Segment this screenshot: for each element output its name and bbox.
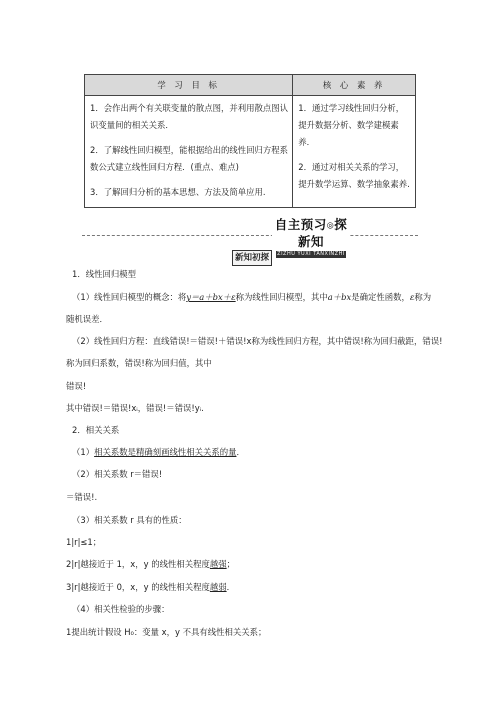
heading-correlation: 2．相关关系: [72, 425, 120, 435]
literacy-item: 1．通过学习线性回归分析，提升数据分析、数学建模素养．: [298, 103, 405, 147]
paragraph-line: ＝错误!.: [66, 492, 98, 502]
paragraph-line: 错误!: [66, 381, 87, 391]
dashed-divider: [82, 235, 418, 236]
paragraph-line: 1提出统计假设 H₀：变量 x，y 不具有线性相关关系；: [66, 627, 267, 637]
literacy-cell: [293, 96, 416, 208]
heading-linear-model: 1．线性回归模型: [72, 269, 136, 279]
banner-title-box: [272, 217, 350, 257]
paragraph-line: （1）相关系数是精确刻画线性相关关系的量．: [72, 447, 245, 457]
header-learning-goals: 学 习 目 标: [85, 75, 293, 96]
literacy-item: 2．通过对相关关系的学习，提升数学运算、数学抽象素养.: [298, 162, 410, 189]
banner-subtitle: ZIZHU YUXI TANXINZHI: [277, 250, 345, 257]
paragraph-line: 1|r|≤1；: [66, 537, 102, 547]
header-core-literacy: 核 心 素 养: [293, 75, 416, 96]
section-tag: 新知初探: [232, 250, 272, 266]
paragraph-line: （3）相关系数 r 具有的性质：: [72, 515, 187, 525]
goals-cell: [85, 96, 293, 208]
goal-item: 1．会作出两个有关联变量的散点图，并利用散点图认识变量间的相关关系．: [90, 103, 288, 130]
goal-item: 2．了解线性回归模型，能根据给出的线性回归方程系数公式建立线性回归方程．(重点、难点): [90, 145, 288, 172]
paragraph-line: 随机误差．: [66, 314, 108, 324]
paragraph-line: （2）线性回归方程：直线错误!＝错误!＋错误!x称为线性回归方程，其中错误!称为回归截距，错误!: [72, 336, 443, 346]
paragraph-line: 其中错误!＝错误!xᵢ，错误!＝错误!yᵢ.: [66, 403, 204, 413]
paragraph-line: 3|r|越接近于 0，x，y 的线性相关程度越弱．: [66, 582, 235, 592]
paragraph-line: 2|r|越接近于 1，x，y 的线性相关程度越强；: [66, 559, 235, 569]
paragraph-line: （2）相关系数 r＝错误!: [72, 469, 163, 479]
paragraph-line: （1）线性回归模型的概念：将y＝a＋bx＋ε称为线性回归模型，其中a＋bx是确定性函数，ε称为: [72, 292, 432, 302]
goal-item: 3．了解回归分析的基本思想、方法及简单应用.: [90, 187, 266, 197]
paragraph-line: 称为回归系数，错误!称为回归值，其中: [66, 358, 212, 368]
section-banner: [82, 216, 418, 257]
paragraph-line: （4）相关性检验的步骤：: [72, 604, 170, 614]
circle-icon: ◎: [326, 220, 335, 230]
objectives-table: [84, 74, 416, 208]
banner-title: 自主预习◎探新知: [274, 217, 348, 249]
